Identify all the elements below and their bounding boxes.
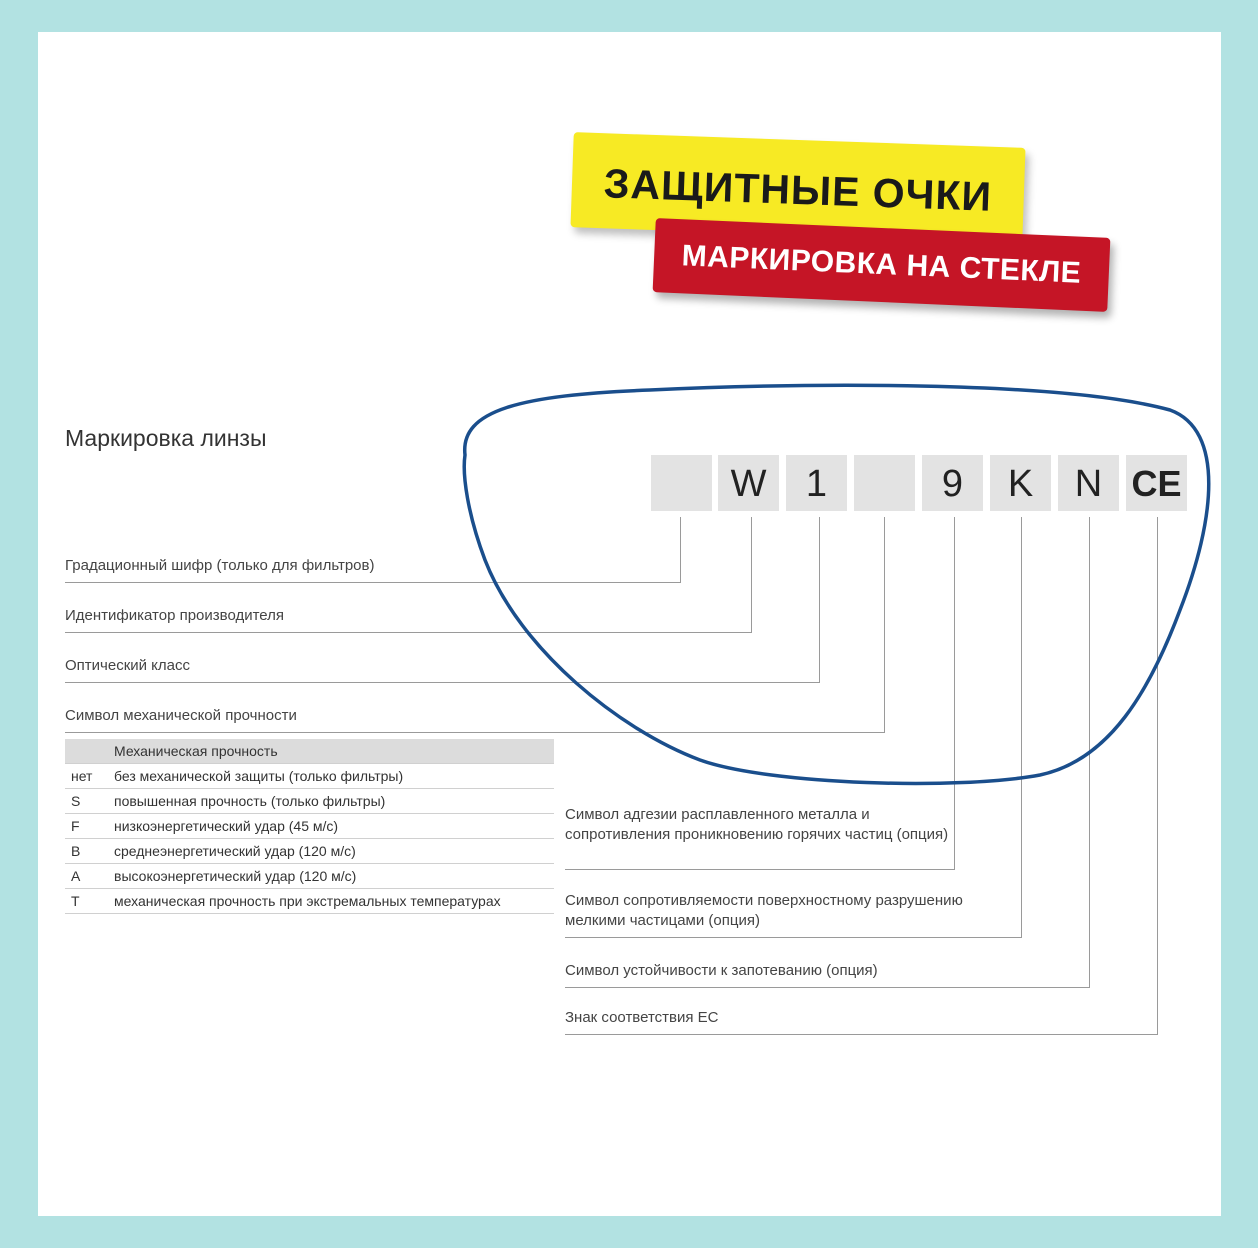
banner-title: ЗАЩИТНЫЕ ОЧКИ	[603, 160, 993, 220]
strength-code: T	[71, 893, 80, 909]
label-ce-mark: Знак соответствия ЕС	[565, 1009, 719, 1026]
strength-description: механическая прочность при экстремальных температурах	[114, 893, 501, 909]
strength-description: высокоэнергетический удар (120 м/с)	[114, 868, 357, 884]
strength-description: низкоэнергетический удар (45 м/с)	[114, 818, 339, 834]
lens-outline	[464, 385, 1208, 783]
strength-description: без механической защиты (только фильтры)	[114, 768, 404, 784]
strength-code: S	[71, 793, 81, 809]
label-molten-metal: Символ адгезии расплавленного металла и сопротивления проникновению горячих частиц (опция)	[565, 806, 949, 843]
marking-box-ce-mark: CE	[1126, 455, 1187, 511]
strength-description: среднеэнергетический удар (120 м/с)	[114, 843, 356, 859]
strength-code: нет	[71, 768, 93, 784]
label-optical-class: Оптический класс	[65, 657, 191, 674]
strength-code: F	[71, 818, 80, 834]
strength-code: A	[71, 868, 81, 884]
strength-description: повышенная прочность (только фильтры)	[114, 793, 386, 809]
label-grade-code: Градационный шифр (только для фильтров)	[65, 557, 375, 574]
marking-box-manufacturer: W	[718, 455, 779, 511]
label-manufacturer-id: Идентификатор производителя	[65, 607, 285, 624]
marking-box-antifog: N	[1058, 455, 1119, 511]
marking-box-optical-class: 1	[786, 455, 847, 511]
marking-box-surface-damage: K	[990, 455, 1051, 511]
section-title: Маркировка линзы	[65, 425, 267, 451]
marking-box-molten-metal: 9	[922, 455, 983, 511]
strength-table-header-label: Механическая прочность	[114, 743, 278, 759]
banner-subtitle: МАРКИРОВКА НА СТЕКЛЕ	[681, 239, 1082, 290]
label-antifog: Символ устойчивости к запотеванию (опция)	[565, 962, 878, 979]
label-mechanical-strength: Символ механической прочности	[65, 707, 297, 724]
label-surface-damage: Символ сопротивляемости поверхностному разрушению мелкими частицами (опция)	[565, 892, 963, 929]
strength-code: B	[71, 843, 81, 859]
